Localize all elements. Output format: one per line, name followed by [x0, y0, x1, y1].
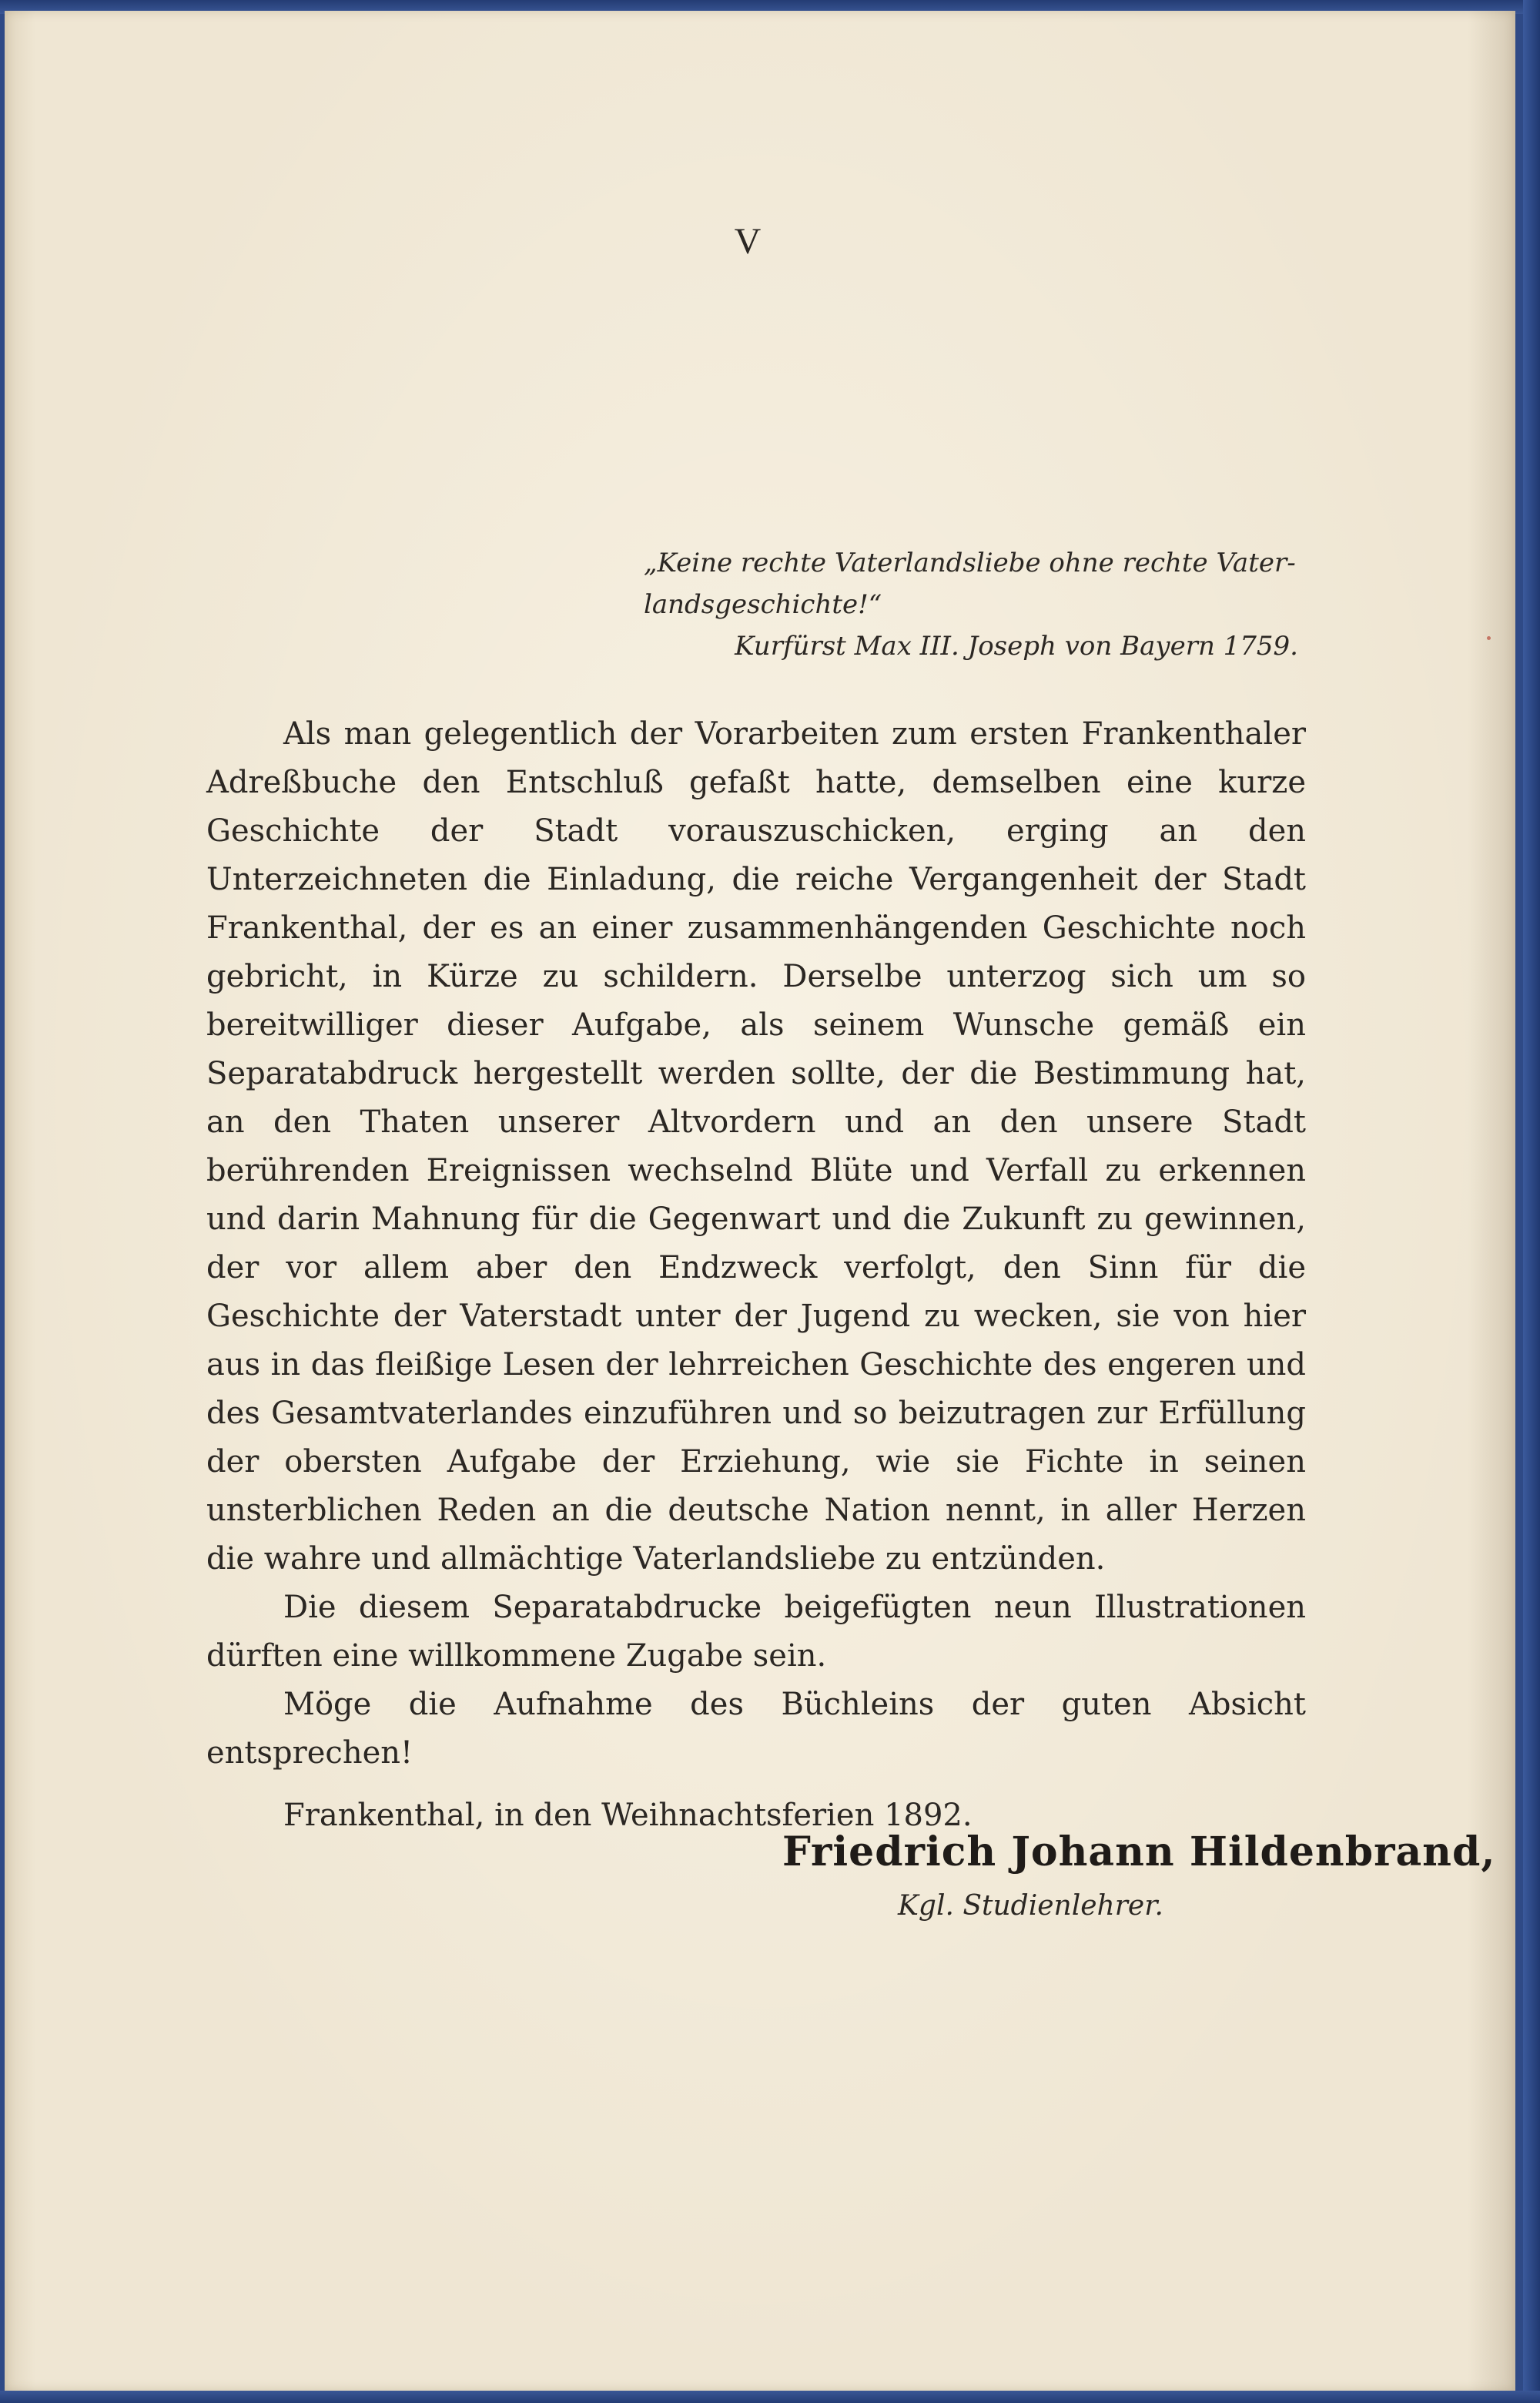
paragraph-2: Die diesem Separatabdrucke beigefügten neun Illustrationen dürften eine willkommene Zugabe sein. — [206, 1590, 1306, 1674]
book-binding-bottom — [0, 2391, 1540, 2403]
ink-spot — [1487, 636, 1491, 640]
motto-quote — [644, 542, 1321, 667]
place-date-line: Frankenthal, in den Weihnachtsferien 1892. — [283, 1798, 973, 1833]
motto-line-2: landsgeschichte!“ — [644, 589, 882, 620]
author-signature: Friedrich Johann Hildenbrand, — [782, 1828, 1496, 1875]
book-binding-right — [1523, 0, 1540, 2403]
preface-body — [206, 710, 1306, 1840]
motto-line-1: „Keine rechte Vaterlandsliebe ohne rechte Vater- — [644, 548, 1296, 578]
motto-attribution: Kurfürst Max III. Joseph von Bayern 1759. — [735, 631, 1298, 662]
author-title: Kgl. Studienlehrer. — [898, 1890, 1163, 1922]
book-page — [5, 11, 1515, 2391]
paragraph-3: Möge die Aufnahme des Büchleins der guten Absicht entsprechen! — [206, 1687, 1306, 1771]
paragraph-1: Als man gelegentlich der Vorarbeiten zum ersten Frankenthaler Adreßbuche den Entschluß gefaßt hatte, demselben eine kurze Geschichte der Stadt vorauszuschicken, erging an den Unterzeichneten die Einladung, die reiche Vergangenheit der Stadt Frankenthal, der es an einer zusammenhängenden Geschichte noch gebricht, in Kürze zu schildern. Derselbe unterzog sich um so bereitwilliger dieser Aufgabe, als seinem Wunsche gemäß ein Separatabdruck hergestellt werden sollte, der die Bestimmung hat, an den Thaten unserer Altvordern und an den unsere Stadt berührenden Ereignissen wechselnd Blüte und Verfall zu erkennen und darin Mahnung für die Gegenwart und die Zukunft zu gewinnen, der vor allem aber den Endzweck verfolgt, den Sinn für die Geschichte der Vaterstadt unter der Jugend zu wecken, sie von hier aus in das fleißige Lesen der lehrreichen Geschichte des engeren und des Gesamtvaterlandes einzuführen und so beizutragen zur Erfüllung der obersten Aufgabe der Erziehung, wie sie Fichte in seinen unsterblichen Reden an die deutsche Nation nennt, in aller Herzen die wahre und allmächtige Vaterlandsliebe zu entzünden. — [206, 716, 1306, 1577]
page-number: V — [734, 221, 762, 262]
